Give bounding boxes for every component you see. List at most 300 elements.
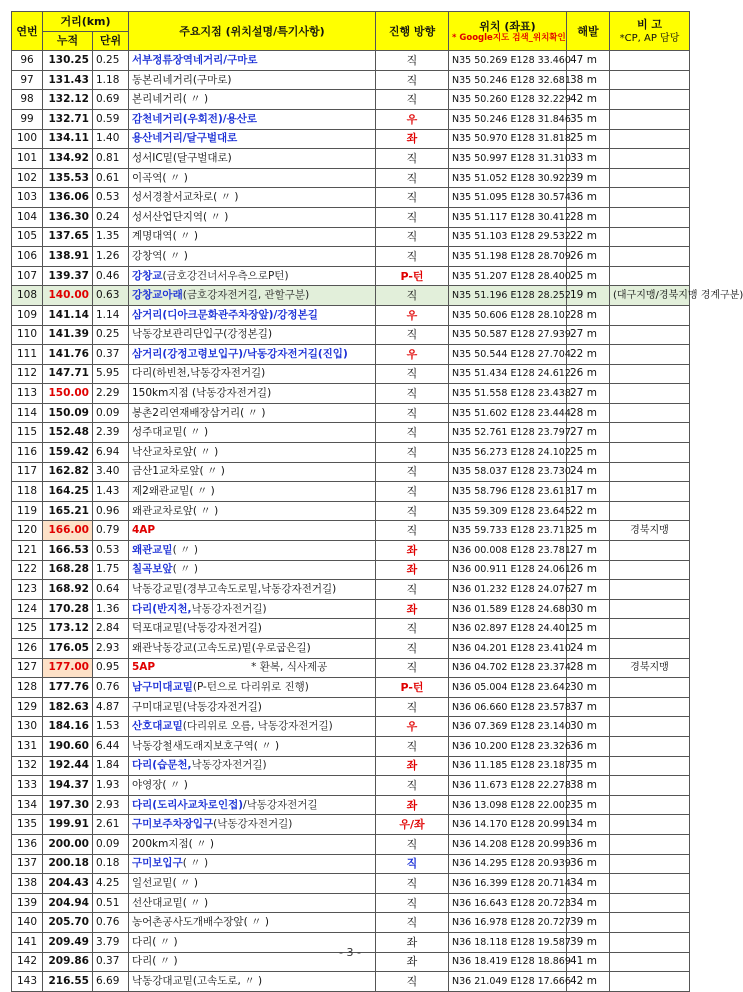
gps-position: N36 14.295 E128 20.939 [449,854,567,874]
direction: 직 [376,168,449,188]
direction: 직 [376,521,449,541]
altitude: 28 m [567,658,610,678]
remarks [610,815,690,835]
table-row [12,756,690,776]
landmark-name: 왜관교밑 [132,543,173,556]
segment-distance: 0.79 [93,521,129,541]
table-row [12,188,690,208]
landmark-name: 본리네거리( 〃 ) [132,93,209,106]
landmark-cell [129,639,376,659]
direction: 좌 [376,932,449,952]
row-number: 132 [12,756,43,776]
landmark-name: 강창교아래 [132,289,183,302]
cumulative-distance: 205.70 [43,913,93,933]
landmark-name: 성서산업단지역( 〃 ) [132,210,229,223]
altitude: 22 m [567,345,610,365]
altitude: 26 m [567,560,610,580]
altitude: 28 m [567,305,610,325]
landmark-note: ( 〃 ) [172,543,198,556]
remarks [610,599,690,619]
remarks: 경북지맹 [610,658,690,678]
gps-position: N36 11.185 E128 23.187 [449,756,567,776]
landmark-cell [129,815,376,835]
direction: 직 [376,501,449,521]
gps-position: N36 16.399 E128 20.714 [449,874,567,894]
landmark-name: 낙산교차로앞( 〃 ) [132,445,219,458]
row-number: 108 [12,286,43,306]
direction: 직 [376,893,449,913]
direction: 직 [376,443,449,463]
gps-position: N36 00.008 E128 23.781 [449,541,567,561]
landmark-cell [129,443,376,463]
segment-distance: 0.69 [93,90,129,110]
table-row [12,972,690,992]
gps-position: N36 04.702 E128 23.374 [449,658,567,678]
row-number: 125 [12,619,43,639]
direction: 직 [376,51,449,71]
landmark-cell [129,521,376,541]
row-number: 118 [12,482,43,502]
segment-distance: 2.93 [93,639,129,659]
page-number: - 3 - [339,946,361,959]
direction: 직 [376,149,449,169]
landmark-cell [129,168,376,188]
cumulative-distance: 140.00 [43,286,93,306]
landmark-cell [129,874,376,894]
direction: 직 [376,874,449,894]
remarks [610,227,690,247]
row-number: 133 [12,776,43,796]
direction: 직 [376,247,449,267]
table-row [12,403,690,423]
gps-position: N36 18.118 E128 19.587 [449,932,567,952]
remarks [610,266,690,286]
cumulative-distance: 192.44 [43,756,93,776]
cumulative-distance: 184.16 [43,717,93,737]
segment-distance: 0.46 [93,266,129,286]
row-number: 142 [12,952,43,972]
landmark-note: 낙동강자전거길) [191,759,267,772]
landmark-note: (낙동강자전거길) [213,818,293,831]
table-row [12,51,690,71]
direction: 직 [376,325,449,345]
segment-distance: 0.09 [93,403,129,423]
altitude: 25 m [567,266,610,286]
altitude: 30 m [567,599,610,619]
landmark-note: (금호강건너서우측으로P턴) [162,269,289,282]
remarks [610,90,690,110]
table-row [12,560,690,580]
gps-position: N36 01.232 E128 24.076 [449,580,567,600]
direction: P-턴 [376,678,449,698]
remarks [610,109,690,129]
direction: 직 [376,90,449,110]
altitude: 25 m [567,619,610,639]
cumulative-distance: 136.06 [43,188,93,208]
direction: 우/좌 [376,815,449,835]
segment-distance: 2.61 [93,815,129,835]
landmark-name: 덕포대교밑(낙동강자전거길) [132,622,262,635]
cumulative-distance: 200.00 [43,834,93,854]
landmark-name: 농어촌공사도개배수장앞( 〃 ) [132,916,269,929]
remarks [610,874,690,894]
altitude: 42 m [567,90,610,110]
altitude: 27 m [567,423,610,443]
table-row [12,776,690,796]
landmark-name: 다리(도리사교차로인접) [132,798,244,811]
cumulative-distance: 131.43 [43,70,93,90]
landmark-note: ( 〃 ) [182,857,209,870]
landmark-note: (P-턴으로 다리위로 진행) [192,680,309,693]
table-row [12,697,690,717]
segment-distance: 5.95 [93,364,129,384]
remarks [610,384,690,404]
row-number: 128 [12,678,43,698]
altitude: 28 m [567,403,610,423]
altitude: 25 m [567,521,610,541]
gps-position: N35 50.970 E128 31.818 [449,129,567,149]
gps-position: N36 11.673 E128 22.278 [449,776,567,796]
gps-position: N35 51.558 E128 23.438 [449,384,567,404]
segment-distance: 1.14 [93,305,129,325]
gps-position: N35 50.260 E128 32.229 [449,90,567,110]
table-row [12,423,690,443]
table-row [12,639,690,659]
remarks [610,678,690,698]
segment-distance: 0.81 [93,149,129,169]
altitude: 39 m [567,932,610,952]
row-number: 141 [12,932,43,952]
segment-distance: 1.36 [93,599,129,619]
cumulative-distance: 182.63 [43,697,93,717]
landmark-cell [129,325,376,345]
direction: 우 [376,345,449,365]
cumulative-distance: 150.00 [43,384,93,404]
landmark-cell [129,580,376,600]
table-row [12,874,690,894]
remarks: (대구지맹/경북지맹 경계구분) [610,286,690,306]
cumulative-distance: 137.65 [43,227,93,247]
cumulative-distance: 165.21 [43,501,93,521]
table-body [12,51,743,992]
row-number: 104 [12,207,43,227]
row-number: 101 [12,149,43,169]
gps-position: N35 51.117 E128 30.412 [449,207,567,227]
landmark-cell [129,423,376,443]
row-number: 97 [12,70,43,90]
direction: 직 [376,207,449,227]
table-row [12,90,690,110]
landmark-cell [129,697,376,717]
remarks [610,736,690,756]
altitude: 22 m [567,227,610,247]
direction: 좌 [376,129,449,149]
remarks [610,717,690,737]
direction: 직 [376,227,449,247]
table-row [12,462,690,482]
cumulative-distance: 130.25 [43,51,93,71]
cumulative-distance: 132.71 [43,109,93,129]
segment-distance: 0.64 [93,580,129,600]
gps-position: N35 56.273 E128 24.102 [449,443,567,463]
landmark-name: 금산1교차로앞( 〃 ) [132,465,225,478]
gps-position: N35 51.198 E128 28.709 [449,247,567,267]
segment-distance: 2.93 [93,795,129,815]
segment-distance: 4.87 [93,697,129,717]
direction: 좌 [376,599,449,619]
direction: 직 [376,580,449,600]
segment-distance: 0.53 [93,188,129,208]
landmark-cell [129,266,376,286]
landmark-cell [129,149,376,169]
direction: 직 [376,913,449,933]
row-number: 107 [12,266,43,286]
segment-distance: 0.09 [93,834,129,854]
row-number: 103 [12,188,43,208]
landmark-cell [129,560,376,580]
gps-position: N36 06.660 E128 23.578 [449,697,567,717]
altitude: 47 m [567,51,610,71]
segment-distance: 1.26 [93,247,129,267]
landmark-cell [129,129,376,149]
table-row [12,736,690,756]
row-number: 120 [12,521,43,541]
landmark-name: 이곡역( 〃 ) [132,171,188,184]
cumulative-distance: 134.92 [43,149,93,169]
landmark-name: 야영장( 〃 ) [132,778,188,791]
header-remarks-label: 비 고 [636,17,663,31]
direction: 직 [376,423,449,443]
altitude: 25 m [567,129,610,149]
gps-position: N36 05.004 E128 23.642 [449,678,567,698]
landmark-cell [129,482,376,502]
row-number: 134 [12,795,43,815]
cumulative-distance: 141.39 [43,325,93,345]
row-number: 122 [12,560,43,580]
remarks [610,482,690,502]
altitude: 38 m [567,70,610,90]
segment-distance: 1.75 [93,560,129,580]
row-number: 126 [12,639,43,659]
altitude: 36 m [567,188,610,208]
row-number: 131 [12,736,43,756]
landmark-cell [129,227,376,247]
cumulative-distance: 199.91 [43,815,93,835]
table-row [12,501,690,521]
altitude: 22 m [567,501,610,521]
segment-distance: 1.18 [93,70,129,90]
landmark-cell [129,403,376,423]
altitude: 25 m [567,443,610,463]
altitude: 27 m [567,580,610,600]
segment-distance: 1.35 [93,227,129,247]
row-number: 137 [12,854,43,874]
cumulative-distance: 168.92 [43,580,93,600]
cumulative-distance: 162.82 [43,462,93,482]
cumulative-distance: 204.94 [43,893,93,913]
landmark-name: 왜관교차로앞( 〃 ) [132,504,219,517]
gps-position: N35 52.761 E128 23.797 [449,423,567,443]
gps-position: N36 14.170 E128 20.991 [449,815,567,835]
landmark-cell [129,913,376,933]
segment-distance: 0.59 [93,109,129,129]
landmark-name: 다리(반지천, [132,602,192,615]
row-number: 114 [12,403,43,423]
altitude: 27 m [567,325,610,345]
segment-distance: 0.37 [93,345,129,365]
gps-position: N35 50.246 E128 31.846 [449,109,567,129]
direction: 직 [376,364,449,384]
landmark-name: 동본리네거리(구마로) [132,73,232,86]
remarks [610,207,690,227]
cumulative-distance: 216.55 [43,972,93,992]
landmark-cell [129,345,376,365]
segment-distance: 1.40 [93,129,129,149]
landmark-name: 산호대교밑 [132,720,183,733]
table-row [12,286,690,306]
remarks [610,834,690,854]
cumulative-distance: 138.91 [43,247,93,267]
cumulative-distance: 204.43 [43,874,93,894]
table-row [12,325,690,345]
gps-position: N36 04.201 E128 23.410 [449,639,567,659]
table-row [12,149,690,169]
direction: 직 [376,384,449,404]
landmark-name: 남구미대교밑 [132,680,193,693]
segment-distance: 0.53 [93,541,129,561]
header-remarks [610,12,690,51]
gps-position: N35 59.733 E128 23.713 [449,521,567,541]
landmark-name: 감천네거리(우회전)/용산로 [132,112,258,125]
row-number: 112 [12,364,43,384]
cumulative-distance: 132.12 [43,90,93,110]
segment-distance: 0.96 [93,501,129,521]
remarks [610,403,690,423]
direction: 직 [376,70,449,90]
remarks [610,541,690,561]
landmark-name: 봉촌2리연재배장삼거리( 〃 ) [132,406,266,419]
gps-position: N35 51.196 E128 28.252 [449,286,567,306]
row-number: 123 [12,580,43,600]
gps-position: N36 02.897 E128 24.401 [449,619,567,639]
table-row [12,384,690,404]
altitude: 30 m [567,717,610,737]
row-number: 96 [12,51,43,71]
gps-position: N35 58.037 E128 23.730 [449,462,567,482]
gps-position: N36 16.978 E128 20.727 [449,913,567,933]
cumulative-distance: 136.30 [43,207,93,227]
header-direction [376,12,449,51]
remarks [610,345,690,365]
segment-distance: 0.63 [93,286,129,306]
table-row [12,678,690,698]
direction: 좌 [376,756,449,776]
landmark-cell [129,599,376,619]
altitude: 30 m [567,678,610,698]
gps-position: N35 50.587 E128 27.939 [449,325,567,345]
direction: 직 [376,462,449,482]
cumulative-distance: 177.00 [43,658,93,678]
altitude: 24 m [567,462,610,482]
remarks [610,462,690,482]
header-altitude: 해발 [567,12,610,51]
direction: 직 [376,658,449,678]
landmark-name: 일선교밑( 〃 ) [132,876,198,889]
remarks [610,580,690,600]
cumulative-distance: 150.09 [43,403,93,423]
table-row [12,207,690,227]
table-header [12,12,690,51]
gps-position: N36 13.098 E128 22.002 [449,795,567,815]
cumulative-distance: 164.25 [43,482,93,502]
segment-distance: 3.40 [93,462,129,482]
landmark-name: 5AP [132,661,156,674]
landmark-name: 성서IC밑(달구벌대로) [132,151,232,164]
row-number: 111 [12,345,43,365]
remarks [610,149,690,169]
cumulative-distance: 166.00 [43,521,93,541]
landmark-cell [129,972,376,992]
table-row [12,717,690,737]
table-row [12,795,690,815]
direction: 직 [376,834,449,854]
altitude: 35 m [567,756,610,776]
row-number: 140 [12,913,43,933]
altitude: 27 m [567,541,610,561]
table-row [12,854,690,874]
direction: 좌 [376,560,449,580]
gps-position: N36 18.419 E128 18.869 [449,952,567,972]
landmark-name: 성주대교밑( 〃 ) [132,426,209,439]
remarks [610,364,690,384]
remarks [610,325,690,345]
segment-distance: 2.29 [93,384,129,404]
landmark-note: ( 〃 ) [172,563,198,576]
row-number: 135 [12,815,43,835]
altitude: 35 m [567,795,610,815]
altitude: 17 m [567,482,610,502]
gps-position: N36 07.369 E128 23.140 [449,717,567,737]
direction: 직 [376,736,449,756]
gps-position: N35 50.997 E128 31.310 [449,149,567,169]
segment-distance: 0.37 [93,952,129,972]
row-number: 117 [12,462,43,482]
cumulative-distance: 166.53 [43,541,93,561]
segment-distance: 2.39 [93,423,129,443]
table-row [12,364,690,384]
table-row [12,443,690,463]
remarks: 경북지맹 [610,521,690,541]
row-number: 98 [12,90,43,110]
landmark-cell [129,678,376,698]
remarks [610,305,690,325]
landmark-name: 낙동강보관리단입구(강정본길) [132,328,273,341]
altitude: 34 m [567,815,610,835]
segment-distance: 1.84 [93,756,129,776]
table-row [12,658,690,678]
row-number: 136 [12,834,43,854]
landmark-name: 성서경찰서교차로( 〃 ) [132,191,239,204]
cumulative-distance: 177.76 [43,678,93,698]
row-number: 130 [12,717,43,737]
remarks [610,423,690,443]
row-number: 113 [12,384,43,404]
segment-distance: 0.25 [93,325,129,345]
altitude: 26 m [567,247,610,267]
remarks [610,756,690,776]
landmark-name: 다리( 〃 ) [132,935,178,948]
header-cumulative: 누적 [43,31,93,51]
